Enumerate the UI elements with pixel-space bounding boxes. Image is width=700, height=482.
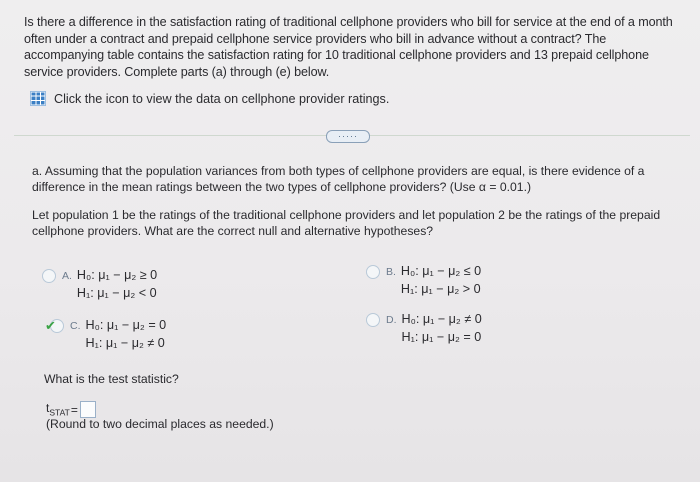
option-c-h1: H₁: μ₁ − μ₂ ≠ 0: [85, 336, 165, 350]
option-c[interactable]: [45, 316, 167, 352]
option-b-letter: B.: [386, 266, 396, 278]
option-c-letter: C.: [70, 320, 81, 332]
option-d[interactable]: [366, 310, 482, 346]
table-grid-icon[interactable]: [30, 91, 46, 106]
view-data-link[interactable]: [30, 91, 389, 106]
option-c-h0: H₀: μ₁ − μ₂ = 0: [85, 318, 167, 332]
option-d-radio[interactable]: [366, 313, 380, 327]
option-a-h1: H₁: μ₁ − μ₂ < 0: [76, 286, 157, 300]
part-a-question: a. Assuming that the population variances from both types of cellphone providers are equal, is there evidence of a difference in the mean ratings between the two types of cellphone providers? (Use α = 0.01.): [32, 164, 645, 194]
tstat-label: $t_{STAT}$: [46, 401, 70, 418]
option-d-h0: H₀: μ₁ − μ₂ ≠ 0: [401, 312, 482, 326]
problem-intro: Is there a difference in the satisfaction rating of traditional cellphone providers who bill for service at the end of a month often under a contract and prepaid cellphone service providers who bill in advance without a contract? The accompanying table contains the satisfaction rating for 10 traditional cellphone providers and 13 prepaid cellphone service providers. Complete parts (a) through (e) below.: [24, 15, 673, 79]
option-a-letter: A.: [62, 270, 72, 282]
option-c-radio[interactable]: [45, 318, 64, 333]
option-d-h1: H₁: μ₁ − μ₂ = 0: [401, 330, 482, 344]
hypothesis-prompt: Let population 1 be the ratings of the traditional cellphone providers and let population 2 be the ratings of the prepaid cellphone providers. What are the correct null and alternative hypotheses?: [32, 208, 661, 238]
option-b[interactable]: [366, 262, 481, 298]
option-a[interactable]: [42, 266, 157, 302]
expand-more-button[interactable]: ·····: [326, 130, 370, 143]
tstat-row: [46, 401, 96, 418]
checkmark-icon: ✔: [45, 318, 56, 333]
rounding-instruction: (Round to two decimal places as needed.): [46, 417, 274, 431]
option-d-letter: D.: [386, 314, 397, 326]
option-a-radio[interactable]: [42, 269, 56, 283]
option-a-h0: H₀: μ₁ − μ₂ ≥ 0: [76, 268, 158, 282]
test-statistic-question: What is the test statistic?: [44, 372, 179, 386]
option-b-h1: H₁: μ₁ − μ₂ > 0: [400, 282, 481, 296]
option-b-radio[interactable]: [366, 265, 380, 279]
option-b-h0: H₀: μ₁ − μ₂ ≤ 0: [400, 264, 482, 278]
tstat-equals: =: [70, 402, 78, 417]
view-data-label[interactable]: Click the icon to view the data on cellphone provider ratings.: [54, 91, 390, 106]
tstat-answer-input[interactable]: [80, 401, 96, 418]
